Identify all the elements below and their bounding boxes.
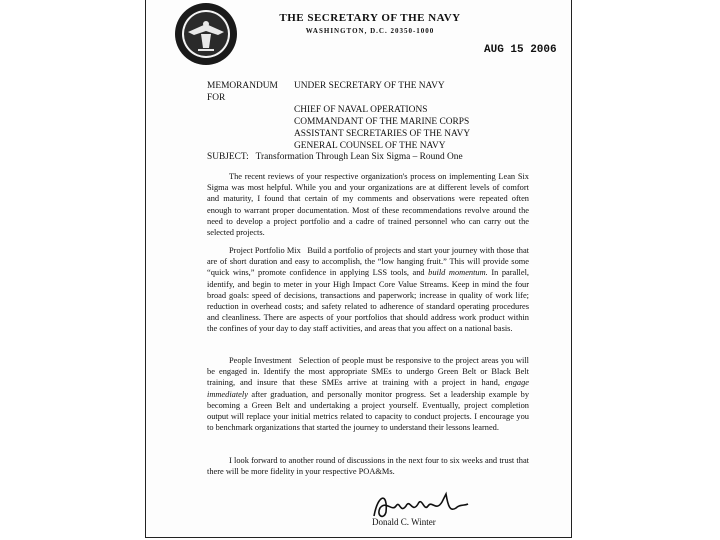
navy-department-seal-icon bbox=[174, 2, 238, 66]
recipient-line: UNDER SECRETARY OF THE NAVY bbox=[294, 81, 445, 91]
signatory-name: Donald C. Winter bbox=[372, 517, 436, 527]
paragraph-intro bbox=[207, 171, 529, 238]
recipient-line: GENERAL COUNSEL OF THE NAVY bbox=[294, 141, 446, 151]
paragraph-text: Selection of people must be responsive to the project areas you will be engaged in. Identify the most appropriate SMEs to undergo Green Belt or Black Belt training, and insure that these SMEs arrive at training with a project in hand, bbox=[207, 356, 530, 388]
paragraph-text: The recent reviews of your respective organization's process on implementing Lean Six Sigma was most helpful. While you and your organizations are at different levels of comfort and maturity, I found that certain of my comments and observations were repeated often enough to warrant proper documentation. Most of these recommendations revolve around the need to develop a project portfolio and a cadre of trained personnel who can carry out the selected projects. bbox=[207, 172, 529, 238]
memo-for-label: MEMORANDUM FOR bbox=[207, 81, 278, 103]
paragraph-text: In parallel, identify, and begin to meter in your High Impact Core Value Streams. Keep in mind the four broad goals: speed of decisions, transactions and paperwork; increase in quality of work life; reduction in overhead costs; and safety related to adherence of standard operating procedures and cleanliness. There are aspects of your portfolios that should address work product within the confines of your day to day staff activities, and areas that you affect on a national basis. bbox=[207, 268, 530, 334]
paragraph-closing bbox=[207, 455, 529, 477]
paragraph-people bbox=[207, 355, 529, 433]
recipient-line: COMMANDANT OF THE MARINE CORPS bbox=[294, 117, 470, 127]
recipient-line: CHIEF OF NAVAL OPERATIONS bbox=[294, 105, 428, 115]
paragraph-emphasis: build momentum. bbox=[428, 268, 488, 278]
memo-recipients bbox=[207, 80, 470, 152]
memo-date: AUG 15 2006 bbox=[484, 44, 557, 56]
people-heading: People Investment bbox=[229, 356, 292, 365]
paragraph-text: Build a portfolio of projects and start your journey with those that are of short duration and easy to accomplish, the “low hanging fruit.” This will provide some “quick wins,” promote confidence in applying LSS tools, and bbox=[207, 246, 530, 278]
recipient-line: ASSISTANT SECRETARIES OF THE NAVY bbox=[294, 129, 471, 139]
paragraph-text: I look forward to another round of discussions in the next four to six weeks and trust that there will be more fidelity in your respective POA&Ms. bbox=[207, 456, 529, 477]
paragraph-portfolio bbox=[207, 245, 529, 335]
paragraph-text: after graduation, and personally monitor progress. Set a leadership example by becoming a Green Belt and undertaking a project yourself. Eventually, project completion output will replace your initial metrics related to capacity to conduct projects. I encourage you to benchmark organizations that started the journey to understand their lessons learned. bbox=[207, 389, 530, 433]
letterhead bbox=[270, 12, 470, 35]
subject-text: Transformation Through Lean Six Sigma – Round One bbox=[255, 152, 463, 162]
subject-label: SUBJECT: bbox=[207, 152, 249, 162]
portfolio-heading: Project Portfolio Mix bbox=[229, 246, 301, 255]
letterhead-title: THE SECRETARY OF THE NAVY bbox=[279, 12, 461, 24]
letterhead-address: WASHINGTON, D.C. 20350-1000 bbox=[305, 27, 435, 35]
paragraph-emphasis: engage immediately bbox=[207, 378, 530, 399]
memo-subject bbox=[207, 152, 463, 162]
